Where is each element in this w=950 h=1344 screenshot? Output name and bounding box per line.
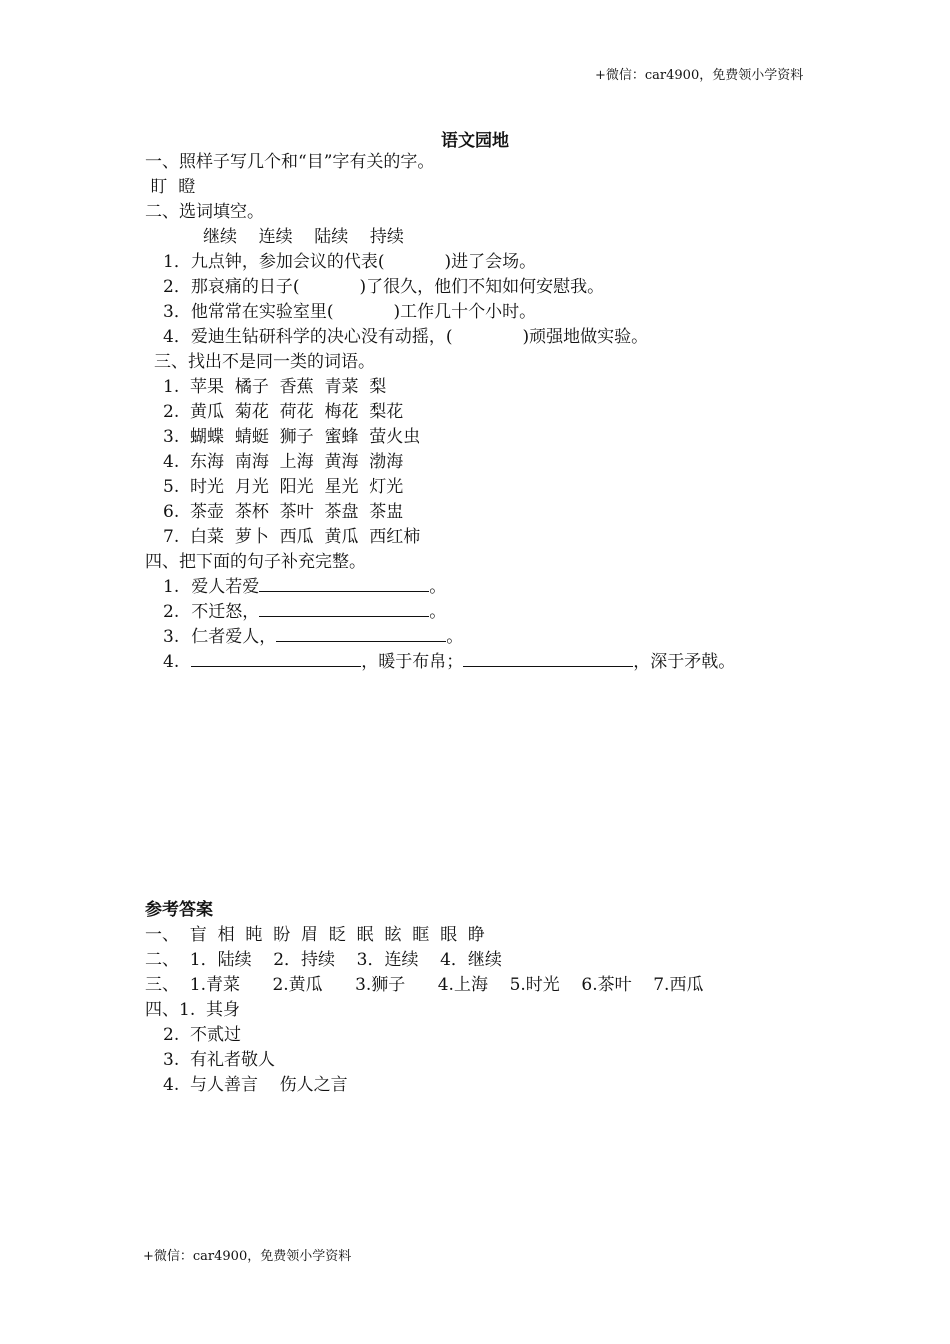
item-number: 2. (163, 602, 180, 622)
answer-3: 三、 1.青菜 2.黄瓜 3.狮子 4.上海 5.时光 6.茶叶 7.西瓜 (145, 975, 704, 995)
answer-blank[interactable] (191, 652, 361, 667)
item-text-before: 九点钟，参加会议的代表( (190, 252, 385, 272)
item-end: 。 (429, 577, 447, 597)
item-end: 。 (429, 602, 447, 622)
answer-4-2: 2. 不贰过 (163, 1025, 242, 1045)
word-group-3: 3. 蝴蝶 蜻蜓 狮子 蜜蜂 萤火虫 (163, 427, 421, 447)
item-number: 2． (163, 277, 191, 297)
complete-item-4 (163, 652, 735, 672)
word-group-6: 6. 茶壶 茶杯 茶叶 茶盘 茶盅 (163, 502, 404, 522)
item-mid: ，暖于布帛； (361, 652, 464, 672)
answer-4-3: 3. 有礼者敬人 (163, 1050, 276, 1070)
item-text: 爱人若爱 (191, 577, 260, 597)
word-group-7: 7. 白菜 萝卜 西瓜 黄瓜 西红柿 (163, 527, 421, 547)
item-end: 。 (446, 627, 464, 647)
answer-4-4: 4. 与人善言 伤人之言 (163, 1075, 348, 1095)
word-group-4: 4. 东海 南海 上海 黄海 渤海 (163, 452, 404, 472)
item-text-after: )进了会场。 (444, 252, 537, 272)
answer-blank[interactable] (463, 652, 633, 667)
item-number: 3． (163, 302, 191, 322)
item-text-after: )顽强地做实验。 (522, 327, 649, 347)
footer-note: +微信：car4900，免费领小学资料 (143, 1249, 352, 1264)
item-text-after: )了很久，他们不知如何安慰我。 (359, 277, 605, 297)
word-group-5: 5. 时光 月光 阳光 星光 灯光 (163, 477, 404, 497)
item-number: 3. (163, 627, 180, 647)
item-text-before: 爱迪生钻研科学的决心没有动摇，( (190, 327, 453, 347)
word-choices: 继续 连续 陆续 持续 (203, 227, 404, 247)
item-text-before: 那哀痛的日子( (190, 277, 300, 297)
answers-title: 参考答案 (145, 900, 213, 920)
item-text: 仁者爱人， (191, 627, 277, 647)
item-text: 不迁怒， (191, 602, 260, 622)
section4-heading: 四、把下面的句子补充完整。 (145, 552, 366, 572)
answer-blank[interactable] (259, 577, 429, 592)
item-number: 4. (163, 652, 180, 672)
item-number: 1． (163, 252, 191, 272)
page-title: 语文园地 (441, 131, 509, 151)
item-text-before: 他常常在实验室里( (190, 302, 334, 322)
fill-item-4 (163, 327, 648, 347)
section1-examples: 盯 瞪 (145, 177, 196, 197)
fill-item-1 (163, 252, 536, 272)
answer-blank[interactable] (276, 627, 446, 642)
item-end: ，深于矛戟。 (633, 652, 736, 672)
answer-1: 一、 盲 相 盹 盼 眉 眨 眠 眩 眶 眼 睁 (145, 925, 485, 945)
item-number: 4． (163, 327, 191, 347)
section3-heading: 三、找出不是同一类的词语。 (154, 352, 375, 372)
section2-heading: 二、选词填空。 (145, 202, 264, 222)
answer-4: 四、1. 其身 (145, 1000, 241, 1020)
fill-item-2 (163, 277, 604, 297)
complete-item-1 (163, 577, 446, 597)
word-group-1: 1. 苹果 橘子 香蕉 青菜 梨 (163, 377, 387, 397)
answer-2: 二、 1．陆续 2．持续 3．连续 4．继续 (145, 950, 502, 970)
word-group-2: 2. 黄瓜 菊花 荷花 梅花 梨花 (163, 402, 404, 422)
header-note: +微信：car4900，免费领小学资料 (595, 68, 804, 83)
complete-item-3 (163, 627, 463, 647)
section1-heading: 一、照样子写几个和“目”字有关的字。 (145, 152, 435, 172)
item-number: 1. (163, 577, 180, 597)
fill-item-3 (163, 302, 536, 322)
complete-item-2 (163, 602, 446, 622)
answer-blank[interactable] (259, 602, 429, 617)
item-text-after: )工作几十个小时。 (393, 302, 537, 322)
